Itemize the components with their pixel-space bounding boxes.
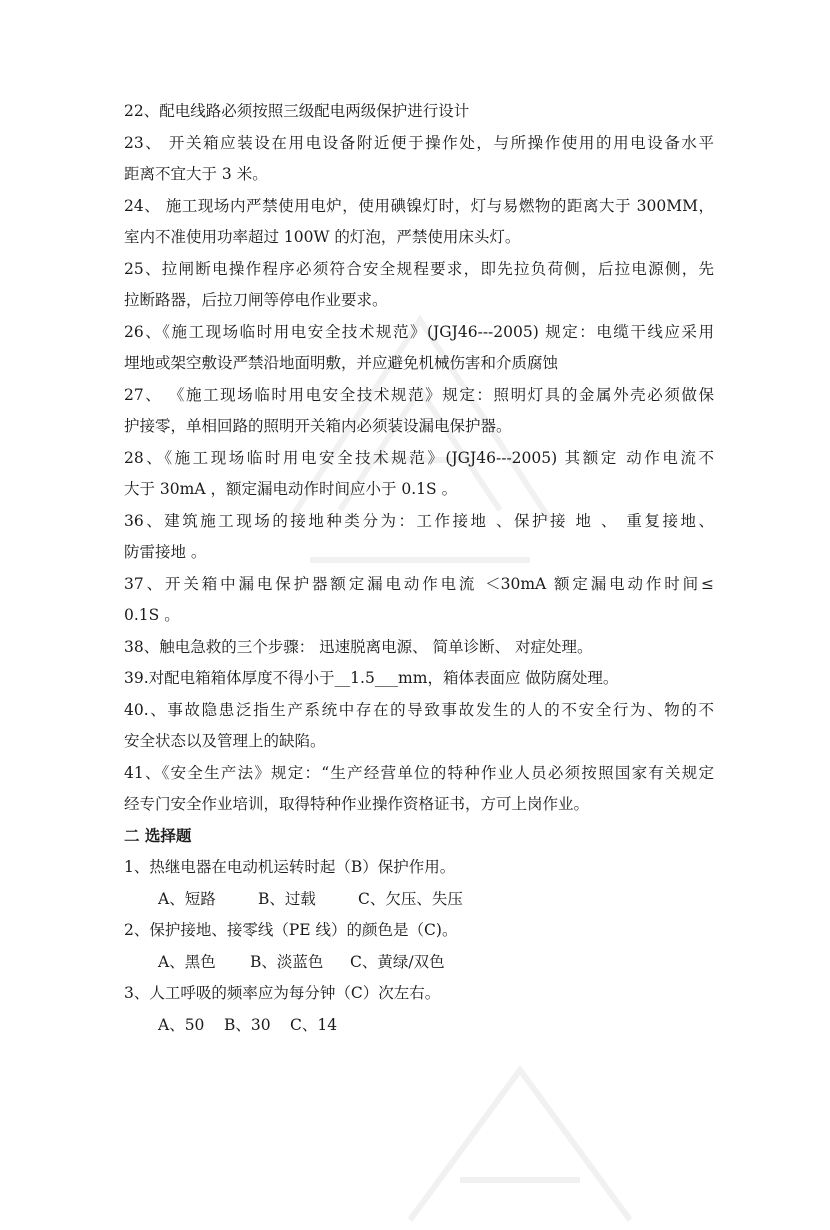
section-heading: 二 选择题 [124, 826, 192, 845]
option-a: A、短路 [158, 889, 216, 908]
text-line: 室内不准使用功率超过 100W 的灯泡，严禁使用床头灯。 [124, 228, 521, 246]
text-line: 拉断路器，后拉刀闸等停电作业要求。 [124, 291, 388, 309]
question-text: 1、热继电器在电动机运转时起（B）保护作用。 [124, 858, 456, 876]
text-line: 38、触电急救的三个步骤： 迅速脱离电源、 简单诊断、 对症处理。 [124, 637, 593, 656]
text-line: 36、建筑施工现场的接地种类分为：工作接地 、保护接 地 、 重复接地、 [124, 511, 714, 530]
text-line: 经专门安全作业培训，取得特种作业操作资格证书，方可上岗作业。 [124, 795, 590, 813]
option-c: C、14 [290, 1015, 338, 1034]
text-line: 0.1S 。 [124, 606, 180, 624]
question-text: 2、保护接地、接零线（PE 线）的颜色是（C)。 [124, 921, 458, 939]
watermark-stamp-icon [390, 1030, 650, 1230]
text-line: 埋地或架空敷设严禁沿地面明敷，并应避免机械伤害和介质腐蚀 [124, 354, 559, 372]
text-line: 防雷接地 。 [124, 543, 207, 561]
text-line: 25、拉闸断电操作程序必须符合安全规程要求，即先拉负荷侧，后拉电源侧，先 [124, 259, 714, 278]
text-line: 24、 施工现场内严禁使用电炉，使用碘镍灯时，灯与易燃物的距离大于 300MM， [124, 196, 714, 215]
text-line: 27、 《施工现场临时用电安全技术规范》规定：照明灯具的金属外壳必须做保 [124, 385, 714, 404]
option-c: C、欠压、失压 [358, 889, 463, 908]
text-line: 28、《施工现场临时用电安全技术规范》(JGJ46---2005) 其额定 动作电流不 [124, 448, 714, 467]
document-body [124, 96, 714, 1041]
question-options [124, 884, 714, 916]
text-line: 26、《施工现场临时用电安全技术规范》(JGJ46---2005) 规定：电缆干线应采用 [124, 322, 714, 341]
text-line: 安全状态以及管理上的缺陷。 [124, 732, 326, 750]
option-a: A、黑色 [158, 952, 216, 971]
option-b: B、过载 [258, 889, 316, 908]
question-options [124, 947, 714, 979]
option-c: C、黄绿/双色 [350, 952, 445, 971]
option-b: B、淡蓝色 [250, 952, 324, 971]
text-line: 距离不宜大于 3 米。 [124, 165, 268, 183]
text-line: 41、《安全生产法》规定：“生产经营单位的特种作业人员必须按照国家有关规定 [124, 763, 714, 782]
text-line: 37、开关箱中漏电保护器额定漏电动作电流 ＜30mA 额定漏电动作时间≤ [124, 574, 714, 593]
option-a: A、50 [158, 1015, 205, 1034]
text-line: 护接零，单相回路的照明开关箱内必须装设漏电保护器。 [124, 417, 512, 435]
option-b: B、30 [224, 1015, 271, 1034]
question-options [124, 1010, 714, 1042]
text-line: 39.对配电箱箱体厚度不得小于__1.5___mm，箱体表面应 做防腐处理。 [124, 669, 619, 687]
text-line: 40.、事故隐患泛指生产系统中存在的导致事故发生的人的不安全行为、物的不 [124, 700, 714, 719]
text-line: 23、 开关箱应装设在用电设备附近便于操作处，与所操作使用的用电设备水平 [124, 133, 714, 152]
text-line: 22、配电线路必须按照三级配电两级保护进行设计 [124, 102, 470, 120]
text-line: 大于 30mA ，额定漏电动作时间应小于 0.1S 。 [124, 480, 458, 498]
question-text: 3、人工呼吸的频率应为每分钟（C）次左右。 [124, 984, 441, 1002]
